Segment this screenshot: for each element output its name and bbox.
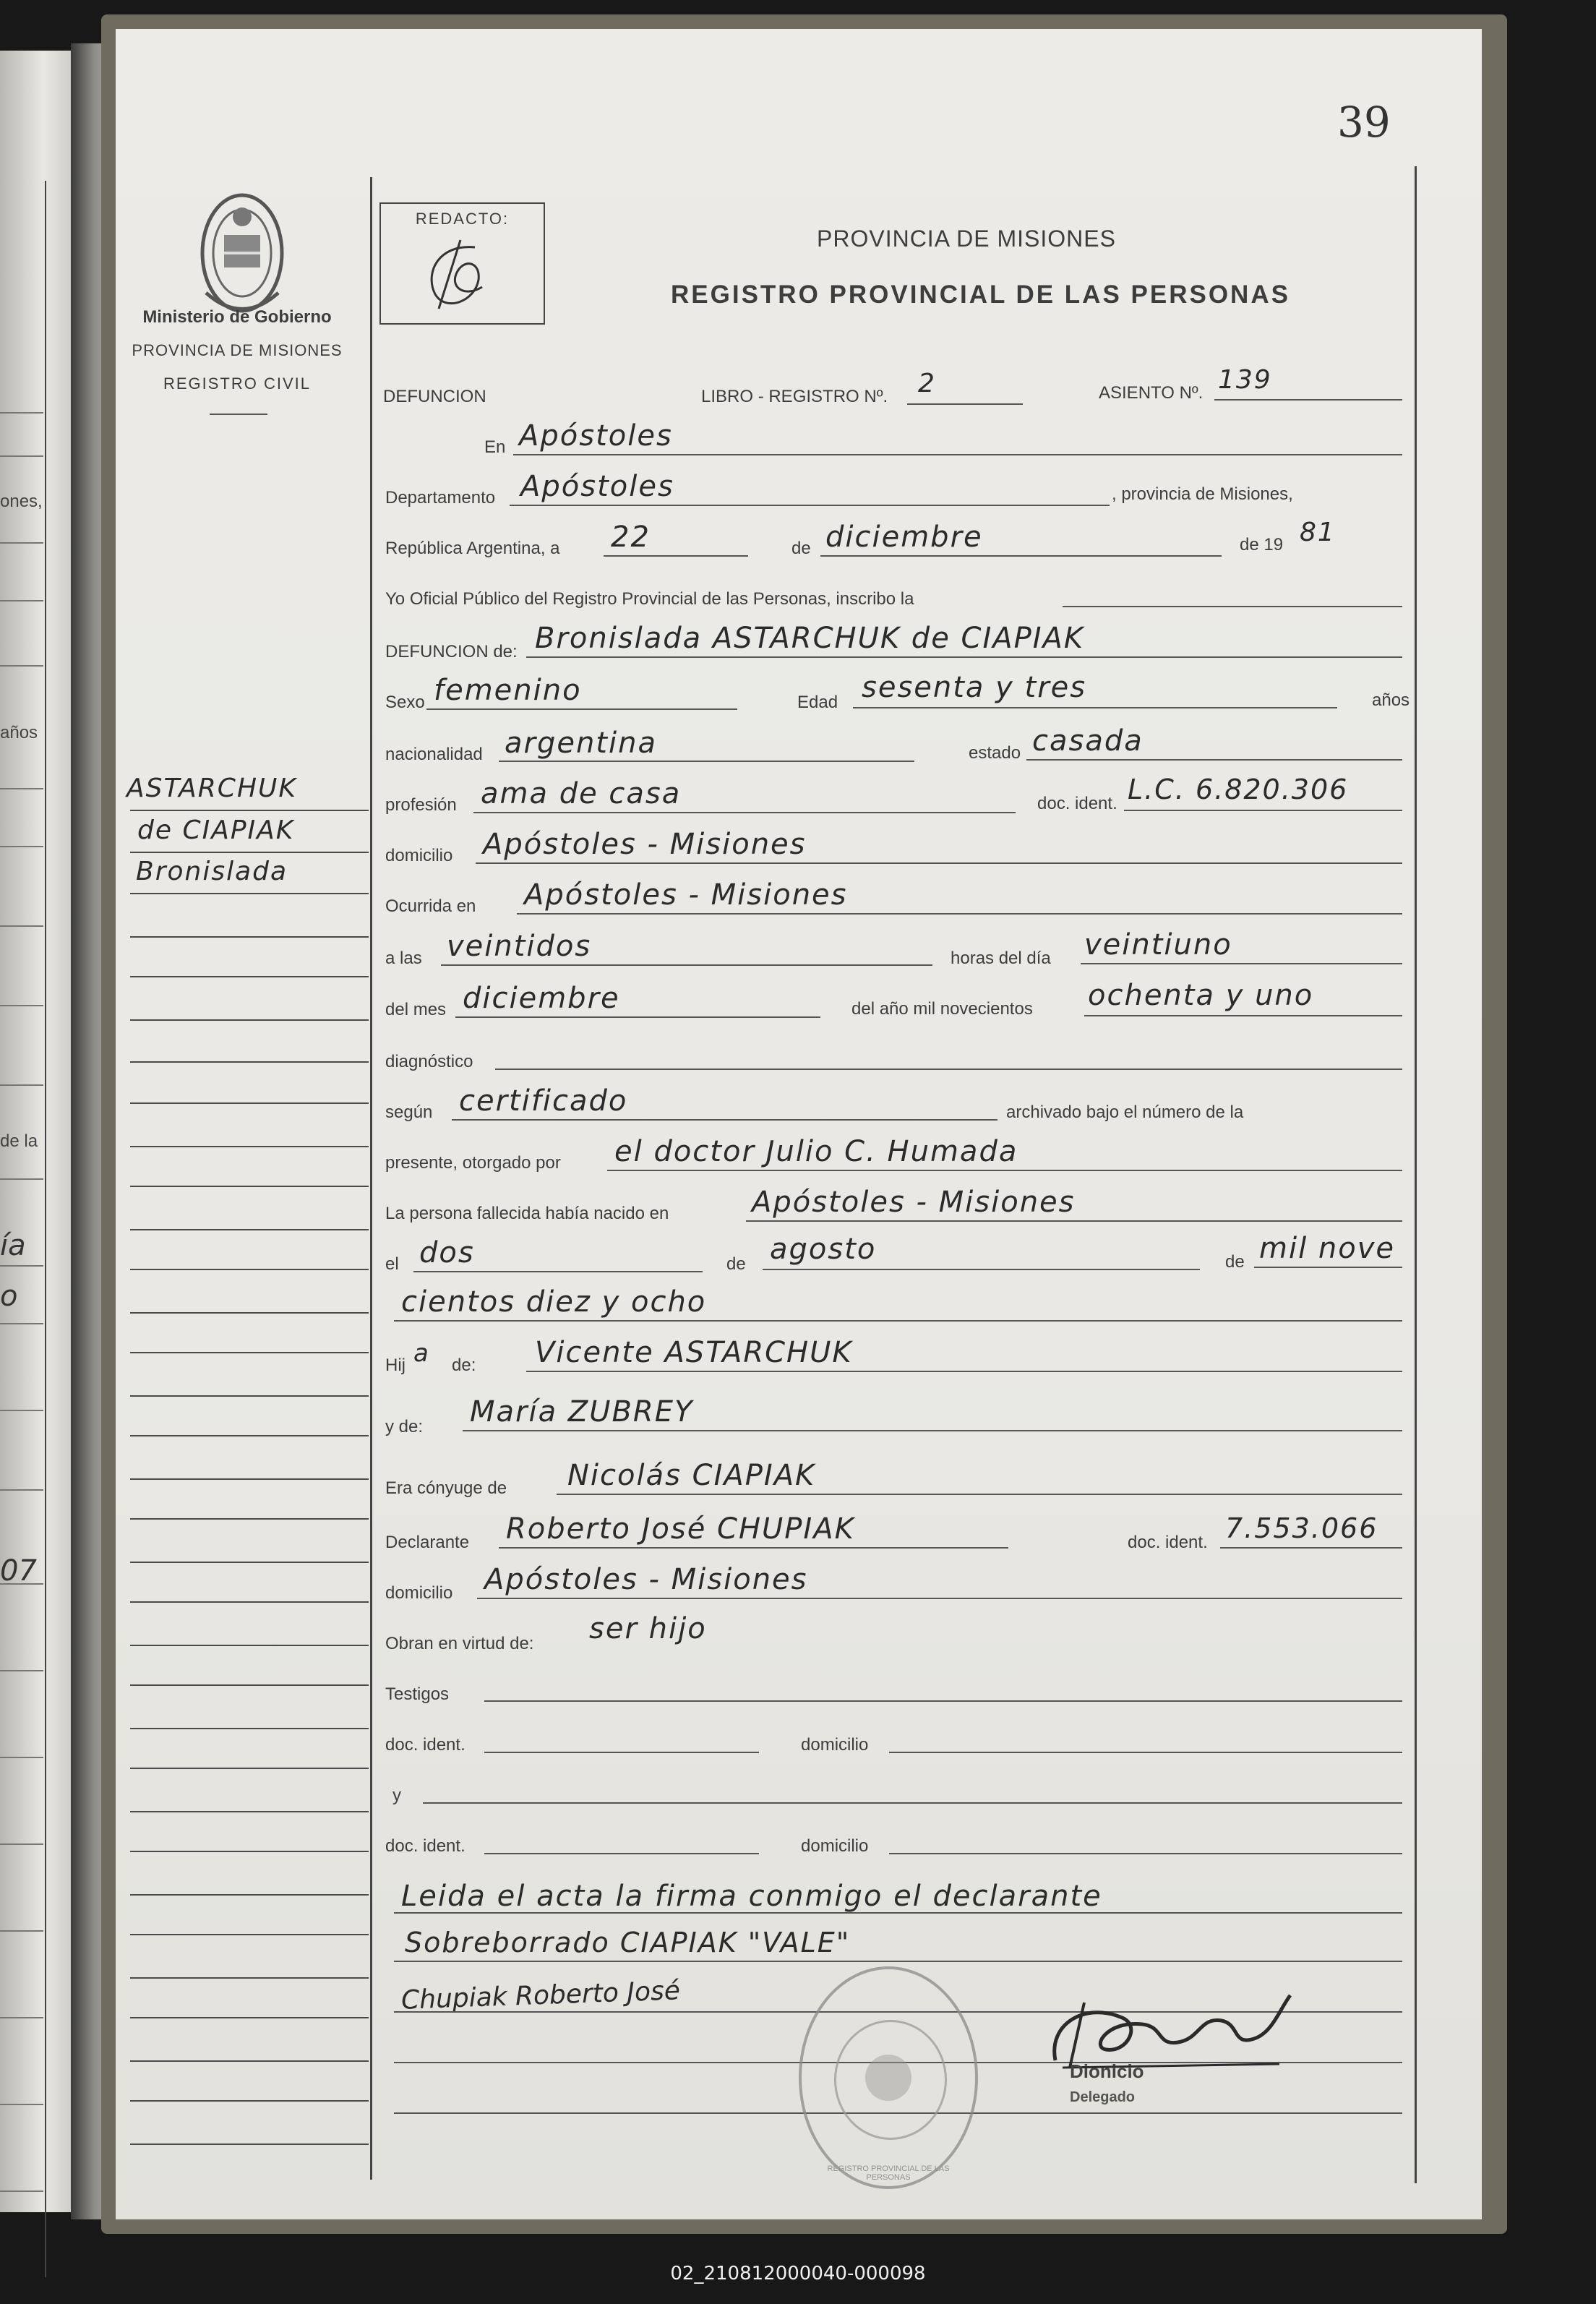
- archivado-label: archivado bajo el número de la: [1006, 1102, 1244, 1122]
- defuncion-de-label: DEFUNCION de:: [385, 642, 518, 661]
- crest-province: PROVINCIA DE MISIONES: [132, 341, 343, 359]
- record-type-label: DEFUNCION: [383, 387, 486, 406]
- ocurrida-value: Apóstoles - Misiones: [524, 878, 848, 912]
- redacto-box: [379, 202, 545, 325]
- page-number: 39: [1337, 98, 1391, 147]
- redacto-label: REDACTO:: [415, 210, 510, 228]
- asiento-label: ASIENTO Nº.: [1099, 383, 1204, 403]
- register-page: [116, 29, 1482, 2219]
- left-page-fragment: ía: [0, 1229, 26, 1262]
- testigo1-doc-label: doc. ident.: [385, 1735, 466, 1755]
- nac-de-label: de: [726, 1254, 746, 1274]
- ocurrida-label: Ocurrida en: [385, 896, 476, 916]
- oficial-text: Yo Oficial Público del Registro Provincial de las Personas, inscribo la: [385, 589, 914, 609]
- nac-mes-value: agosto: [770, 1233, 877, 1266]
- doc-ident-value: L.C. 6.820.306: [1128, 774, 1349, 805]
- edad-value: sesenta y tres: [862, 671, 1087, 704]
- official-stamp-title: Delegado: [1070, 2089, 1136, 2105]
- nacionalidad-label: nacionalidad: [385, 745, 483, 764]
- de-label: de: [791, 539, 811, 558]
- segun-label: según: [385, 1102, 433, 1122]
- sexo-label: Sexo: [385, 693, 425, 712]
- nacionalidad-value: argentina: [505, 727, 657, 760]
- declarante-label: Declarante: [385, 1533, 470, 1552]
- year-label: de 19: [1240, 535, 1284, 554]
- y-label: y: [392, 1786, 401, 1805]
- presente-label: presente, otorgado por: [385, 1153, 561, 1173]
- stamp-text: REGISTRO PROVINCIAL DE LAS PERSONAS: [827, 2164, 950, 2182]
- profesion-label: profesión: [385, 795, 457, 815]
- image-id-caption: 02_210812000040-000098: [670, 2263, 926, 2284]
- month-value: diciembre: [825, 521, 983, 554]
- conyuge-label: Era cónyuge de: [385, 1478, 507, 1498]
- deceased-value: Bronislada ASTARCHUK de CIAPIAK: [535, 622, 1085, 655]
- del-mes-label: del mes: [385, 1000, 447, 1019]
- year-value: 81: [1300, 518, 1336, 547]
- padre-value: Vicente ASTARCHUK: [535, 1336, 853, 1369]
- domicilio-label: domicilio: [385, 846, 453, 865]
- nac-dia-value: dos: [419, 1236, 475, 1269]
- obran-value: ser hijo: [589, 1612, 707, 1645]
- dia-value: veintiuno: [1084, 928, 1232, 962]
- note-line-1: Leida el acta la firma conmigo el declarante: [401, 1880, 1102, 1913]
- declarante-signature: Chupiak Roberto José: [400, 1976, 681, 2016]
- el-label: el: [385, 1254, 399, 1274]
- note-line-2: Sobreborrado CIAPIAK "VALE": [405, 1927, 851, 1958]
- nacido-value: Apóstoles - Misiones: [752, 1186, 1076, 1219]
- hijo-de-label: de:: [452, 1356, 476, 1375]
- profesion-value: ama de casa: [481, 777, 682, 810]
- left-page-fragment: años: [0, 723, 38, 742]
- en-value: Apóstoles: [519, 419, 673, 453]
- nacido-label: La persona fallecida había nacido en: [385, 1204, 669, 1223]
- domicilio-value: Apóstoles - Misiones: [483, 828, 807, 861]
- header-registry: REGISTRO PROVINCIAL DE LAS PERSONAS: [671, 280, 1290, 309]
- redacto-initials-signature: [395, 229, 525, 320]
- margin-surname: ASTARCHUK: [126, 774, 297, 803]
- declarante-value: Roberto José CHUPIAK: [506, 1512, 855, 1546]
- diagnostico-label: diagnóstico: [385, 1052, 473, 1071]
- left-page: [0, 51, 72, 2212]
- estado-value: casada: [1032, 724, 1144, 758]
- crest-registry: REGISTRO CIVIL: [163, 374, 312, 393]
- hijo-label: Hij: [385, 1356, 406, 1375]
- testigo1-domicilio-label: domicilio: [801, 1735, 869, 1755]
- nac-de2-label: de: [1225, 1252, 1245, 1272]
- a-las-label: a las: [385, 948, 422, 968]
- official-stamp-name: Dionicio: [1070, 2060, 1144, 2082]
- mes-value: diciembre: [463, 982, 620, 1015]
- libro-value: 2: [918, 369, 936, 398]
- testigo2-doc-label: doc. ident.: [385, 1836, 466, 1856]
- crest-ministry: Ministerio de Gobierno: [142, 307, 332, 327]
- declarante-doc-value: 7.553.066: [1225, 1512, 1378, 1544]
- departamento-label: Departamento: [385, 488, 496, 508]
- horas-label: horas del día: [951, 948, 1051, 968]
- nac-ano-value-1: mil nove: [1259, 1232, 1396, 1265]
- segun-value: certificado: [459, 1084, 628, 1118]
- hijo-suffix: a: [413, 1339, 430, 1368]
- en-label: En: [484, 437, 506, 457]
- official-signature-name: [1041, 1981, 1043, 1982]
- official-signature-block: [1041, 1981, 1316, 2125]
- doc-ident-label: doc. ident.: [1037, 794, 1117, 813]
- margin-given-name: Bronislada: [136, 857, 288, 886]
- margin-married-name: de CIAPIAK: [137, 815, 295, 845]
- hora-value: veintidos: [447, 930, 592, 963]
- right-rule: [1415, 166, 1417, 2183]
- conyuge-value: Nicolás CIAPIAK: [567, 1459, 816, 1492]
- testigo2-domicilio-label: domicilio: [801, 1836, 869, 1856]
- nac-ano-value-2: cientos diez y ocho: [401, 1285, 707, 1319]
- crest-emblem-icon: [195, 184, 289, 325]
- testigos-label: Testigos: [385, 1684, 450, 1704]
- presente-value: el doctor Julio C. Humada: [614, 1135, 1018, 1168]
- departamento-value: Apóstoles: [520, 470, 674, 503]
- obran-label: Obran en virtud de:: [385, 1634, 534, 1653]
- y-de-label: y de:: [385, 1417, 424, 1436]
- left-page-fragment: de la: [0, 1131, 38, 1151]
- margin-rule: [370, 177, 372, 2180]
- left-page-margin-line: [45, 181, 46, 2277]
- edad-label: Edad: [797, 693, 838, 712]
- registry-stamp: [799, 1966, 978, 2189]
- republica-label: República Argentina, a: [385, 539, 560, 558]
- asiento-value: 139: [1218, 365, 1272, 395]
- left-page-fragment: ones,: [0, 492, 43, 511]
- day-value: 22: [611, 521, 651, 554]
- header-province: PROVINCIA DE MISIONES: [817, 226, 1116, 252]
- estado-label: estado: [969, 743, 1021, 763]
- declarante-doc-label: doc. ident.: [1128, 1533, 1208, 1552]
- domicilio-declarante-value: Apóstoles - Misiones: [484, 1563, 808, 1596]
- libro-label: LIBRO - REGISTRO Nº.: [701, 387, 888, 406]
- madre-value: María ZUBREY: [470, 1395, 694, 1429]
- domicilio-declarante-label: domicilio: [385, 1583, 453, 1603]
- sexo-value: femenino: [434, 674, 582, 707]
- left-page-fragment: 07: [0, 1554, 37, 1588]
- provincia-suffix: , provincia de Misiones,: [1112, 484, 1293, 504]
- left-page-fragment: o: [0, 1280, 18, 1313]
- ano-label: del año mil novecientos: [851, 999, 1033, 1019]
- ano-value: ochenta y uno: [1088, 979, 1314, 1012]
- stamp-emblem-icon: [856, 2045, 921, 2110]
- anos-label: años: [1372, 690, 1410, 710]
